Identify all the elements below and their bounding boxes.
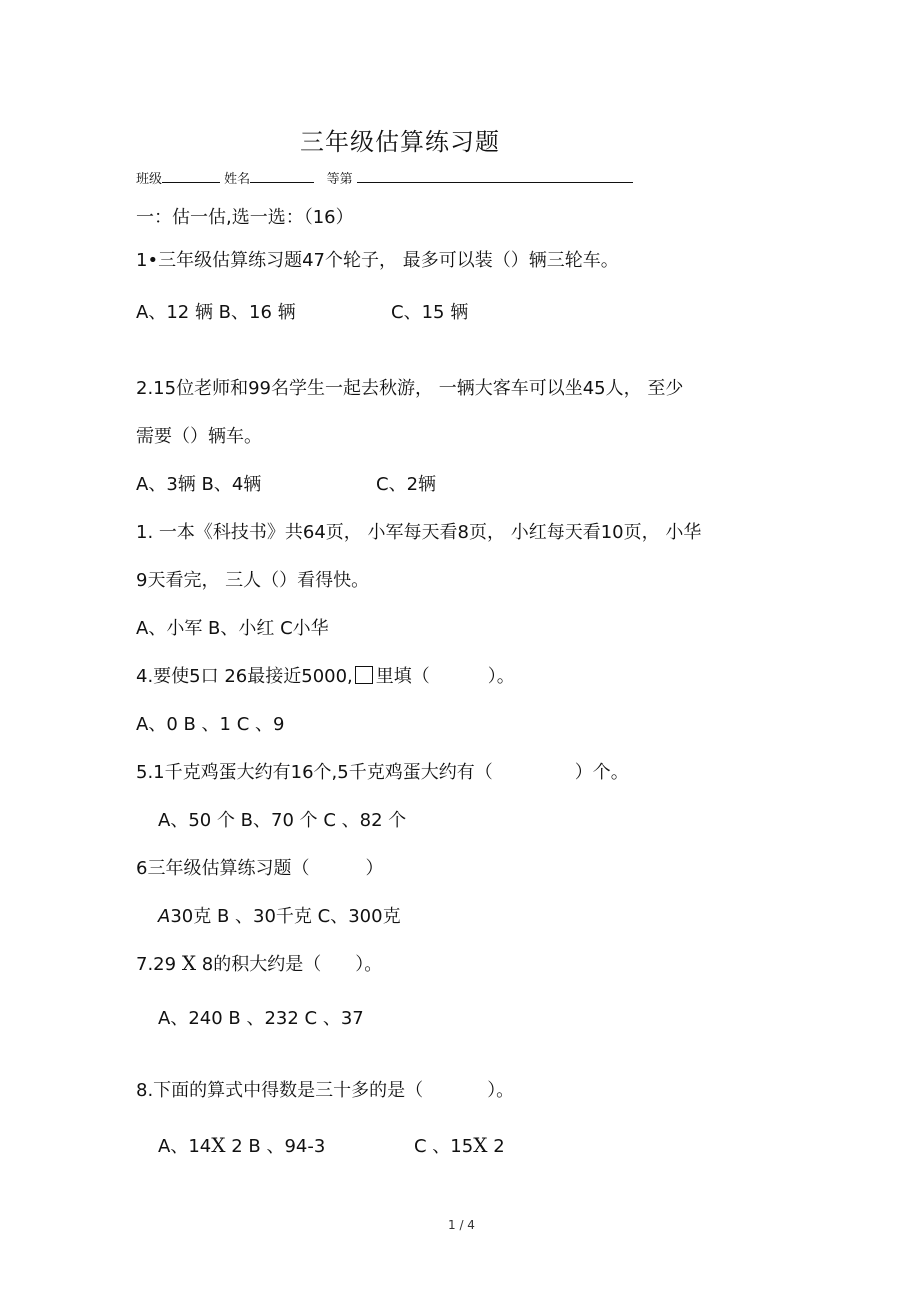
student-info-line	[136, 168, 633, 187]
question-4	[136, 662, 515, 688]
name-blank	[250, 170, 314, 183]
grade-blank	[357, 170, 633, 183]
question-8-option-c-text: C 、15	[414, 1136, 474, 1157]
question-8-option-a-tail: 2 B 、94-3	[231, 1136, 326, 1157]
question-5	[136, 758, 629, 784]
question-7-text-c: ）。	[355, 954, 383, 975]
question-4-options: A、0 B 、1 C 、9	[136, 714, 285, 735]
multiply-sign: X	[473, 1133, 488, 1157]
section-heading: 一：估一估,选一选：（16）	[136, 207, 354, 228]
question-5-options: A、50 个 B、70 个 C 、82 个	[158, 810, 407, 831]
question-5-text-a: 5.1千克鸡蛋大约有16个,5千克鸡蛋大约有（	[136, 762, 493, 783]
question-2-options-ab: A、3辆 B、4辆	[136, 474, 262, 495]
question-1-options-ab: A、12 辆 B、16 辆	[136, 302, 296, 323]
name-label: 姓名	[224, 172, 251, 187]
multiply-sign: X	[181, 951, 197, 975]
question-1-option-c: C、15 辆	[391, 302, 469, 323]
blank-box-icon	[355, 666, 373, 684]
question-8-option-c	[414, 1132, 505, 1158]
question-7-text-a: 7.29	[136, 954, 177, 975]
question-2-option-c: C、2辆	[376, 474, 437, 495]
question-8-option-a-text: A、14	[158, 1136, 212, 1157]
question-6	[136, 854, 383, 880]
multiply-sign: X	[211, 1133, 226, 1157]
grade-label: 等第	[326, 172, 353, 187]
question-4-text-c: ）。	[487, 666, 515, 687]
question-8-text-a: 8.下面的算式中得数是三十多的是（	[136, 1080, 424, 1101]
class-label: 班级	[136, 172, 163, 187]
question-5-text-b: ）个。	[574, 762, 629, 783]
question-6-options	[158, 902, 401, 928]
question-6-text-b: ）	[365, 858, 384, 879]
question-2-line-2: 需要（）辆车。	[136, 426, 262, 447]
question-1: 1•三年级估算练习题47个轮子， 最多可以装（）辆三轮车。	[136, 250, 619, 271]
question-7-options: A、240 B 、232 C 、37	[158, 1008, 364, 1029]
question-3-line-2: 9天看完， 三人（）看得快。	[136, 570, 370, 591]
class-blank	[162, 170, 220, 183]
question-4-text-b: 里填（	[375, 666, 430, 687]
question-3-options: A、小军 B、小红 C小华	[136, 618, 329, 639]
question-6-options-rest: 30克 B 、30千克 C、300克	[170, 906, 401, 927]
question-8	[136, 1076, 514, 1102]
question-3-line-1: 1. 一本《科技书》共64页， 小军每天看8页， 小红每天看10页， 小华	[136, 522, 702, 543]
page-title: 三年级估算练习题	[300, 128, 500, 156]
question-2-line-1: 2.15位老师和99名学生一起去秋游， 一辆大客车可以坐45人， 至少	[136, 378, 684, 399]
question-6-text-a: 6三年级估算练习题（	[136, 858, 310, 879]
question-8-options-ab	[158, 1132, 325, 1158]
question-7	[136, 950, 382, 976]
question-4-text-a: 4.要使5口 26最接近5000,	[136, 666, 353, 687]
question-8-text-b: ）。	[487, 1080, 515, 1101]
question-8-option-c-tail: 2	[493, 1136, 505, 1157]
question-6-option-a-letter: A	[158, 906, 171, 927]
page-number: 1 / 4	[448, 1218, 475, 1232]
question-7-text-b: 8的积大约是（	[201, 954, 322, 975]
